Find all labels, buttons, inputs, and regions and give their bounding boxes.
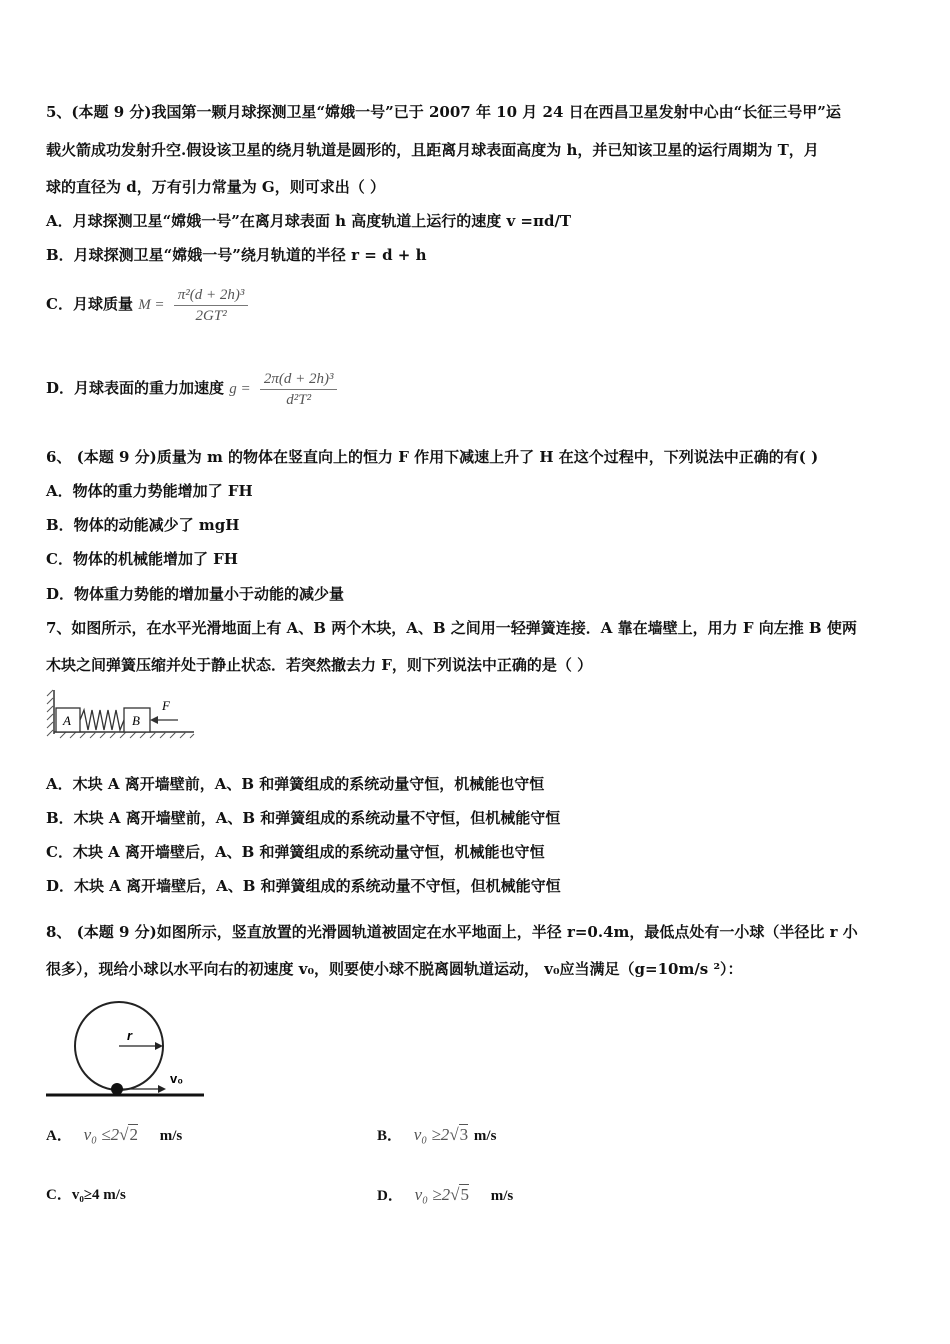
- q7-option-c: C．木块 A 离开墙壁后，A、B 和弹簧组成的系统动量守恒，机械能也守恒: [46, 843, 545, 861]
- q6-option-a: A．物体的重力势能增加了 FH: [46, 482, 253, 500]
- q5-option-c-denominator: 2GT²: [195, 307, 227, 324]
- q8-option-d-label: D．: [377, 1188, 403, 1204]
- q8-option-a: A． v₀ ≤2√2 m/s: [46, 1125, 183, 1144]
- q8-option-d-unit: m/s: [490, 1188, 514, 1204]
- q8-option-a-expr: v₀ ≤2: [83, 1125, 120, 1144]
- q5-option-d-denominator: d²T²: [286, 391, 312, 408]
- q8-option-b-unit: m/s: [473, 1128, 497, 1144]
- q7-line2: 木块之间弹簧压缩并处于静止状态．若突然撤去力 F，则下列说法中正确的是（ ）: [46, 656, 593, 674]
- q7-spring: [80, 710, 124, 730]
- q8-option-a-unit: m/s: [159, 1128, 183, 1144]
- q5-line1: 5、(本题 9 分)我国第一颗月球探测卫星“嫦娥一号”已于 2007 年 10 月 24 日在西昌卫星发射中心由“长征三号甲”运: [46, 103, 841, 121]
- q5-option-c-lhs: M =: [138, 297, 165, 313]
- q5-option-d-lhs: g =: [229, 381, 251, 397]
- q8-label-v0: v₀: [170, 1071, 184, 1086]
- q5-option-d-fraction: [260, 369, 338, 410]
- q8-option-c: C．v₀≥4 m/s: [46, 1187, 126, 1203]
- q5-option-c: [46, 282, 248, 327]
- q5-option-d: [46, 366, 337, 411]
- q8-label-r: r: [127, 1028, 133, 1043]
- q8-line2: 很多），现给小球以水平向右的初速度 v₀，则要使小球不脱离圆轨道运动， v₀应当满足（g=10m/s ²）：: [46, 960, 743, 978]
- q7-label-a: A: [63, 713, 71, 728]
- q5-option-d-label: D．月球表面的重力加速度: [46, 379, 225, 397]
- q8-option-d-radicand: 5: [460, 1185, 469, 1204]
- q7-figure-spring-blocks: [46, 688, 196, 740]
- q8-line1: 8、 (本题 9 分)如图所示，竖直放置的光滑圆轨道被固定在水平地面上，半径 r=0.4m，最低点处有一小球（半径比 r 小: [46, 923, 858, 941]
- q8-option-b-radicand: 3: [459, 1125, 469, 1144]
- q7-option-a: A．木块 A 离开墙壁前，A、B 和弹簧组成的系统动量守恒，机械能也守恒: [46, 775, 545, 793]
- q7-label-f: F: [162, 698, 170, 713]
- q5-option-a: A．月球探测卫星“嫦娥一号”在离月球表面 h 高度轨道上运行的速度 v =πd/T: [46, 212, 572, 230]
- q8-option-a-radicand: 2: [129, 1125, 138, 1144]
- q5-option-c-numerator: π²(d + 2h)³: [174, 285, 249, 306]
- q7-option-b: B．木块 A 离开墙壁前，A、B 和弹簧组成的系统动量不守恒，但机械能守恒: [46, 809, 561, 827]
- q8-option-b-label: B．: [377, 1128, 403, 1144]
- q5-option-c-fraction: [174, 285, 249, 326]
- q7-line1: 7、如图所示，在水平光滑地面上有 A、B 两个木块，A、B 之间用一轻弹簧连接．A 靠在墙壁上，用力 F 向左推 B 使两: [46, 619, 857, 637]
- q8-option-b: B． v₀ ≥2√3 m/s: [377, 1125, 497, 1144]
- q6-option-d: D．物体重力势能的增加量小于动能的减少量: [46, 585, 345, 603]
- q8-option-d-expr: v₀ ≥2: [414, 1185, 451, 1204]
- q7-label-b: B: [132, 713, 140, 728]
- q6-option-b: B．物体的动能减少了 mgH: [46, 516, 240, 534]
- q5-option-d-numerator: 2π(d + 2h)³: [260, 369, 338, 390]
- q8-option-a-label: A．: [46, 1128, 72, 1144]
- q5-line3: 球的直径为 d，万有引力常量为 G，则可求出（ ）: [46, 178, 385, 196]
- q8-option-d: D． v₀ ≥2√5 m/s: [377, 1185, 514, 1204]
- q6-option-c: C．物体的机械能增加了 FH: [46, 550, 238, 568]
- q5-line2: 载火箭成功发射升空.假设该卫星的绕月轨道是圆形的，且距离月球表面高度为 h，并已知该卫星的运行周期为 T，月: [46, 141, 819, 159]
- q8-option-b-expr: v₀ ≥2: [413, 1125, 450, 1144]
- q8-ball: [111, 1083, 123, 1095]
- q6-line1: 6、 (本题 9 分)质量为 m 的物体在竖直向上的恒力 F 作用下减速上升了 H 在这个过程中，下列说法中正确的有( ): [46, 448, 819, 466]
- q7-option-d: D．木块 A 离开墙壁后，A、B 和弹簧组成的系统动量不守恒，但机械能守恒: [46, 877, 561, 895]
- q5-option-c-label: C．月球质量: [46, 295, 133, 313]
- q5-option-b: B．月球探测卫星“嫦娥一号”绕月轨道的半径 r = d + h: [46, 246, 427, 264]
- q8-figure-circular-track: [44, 1000, 209, 1100]
